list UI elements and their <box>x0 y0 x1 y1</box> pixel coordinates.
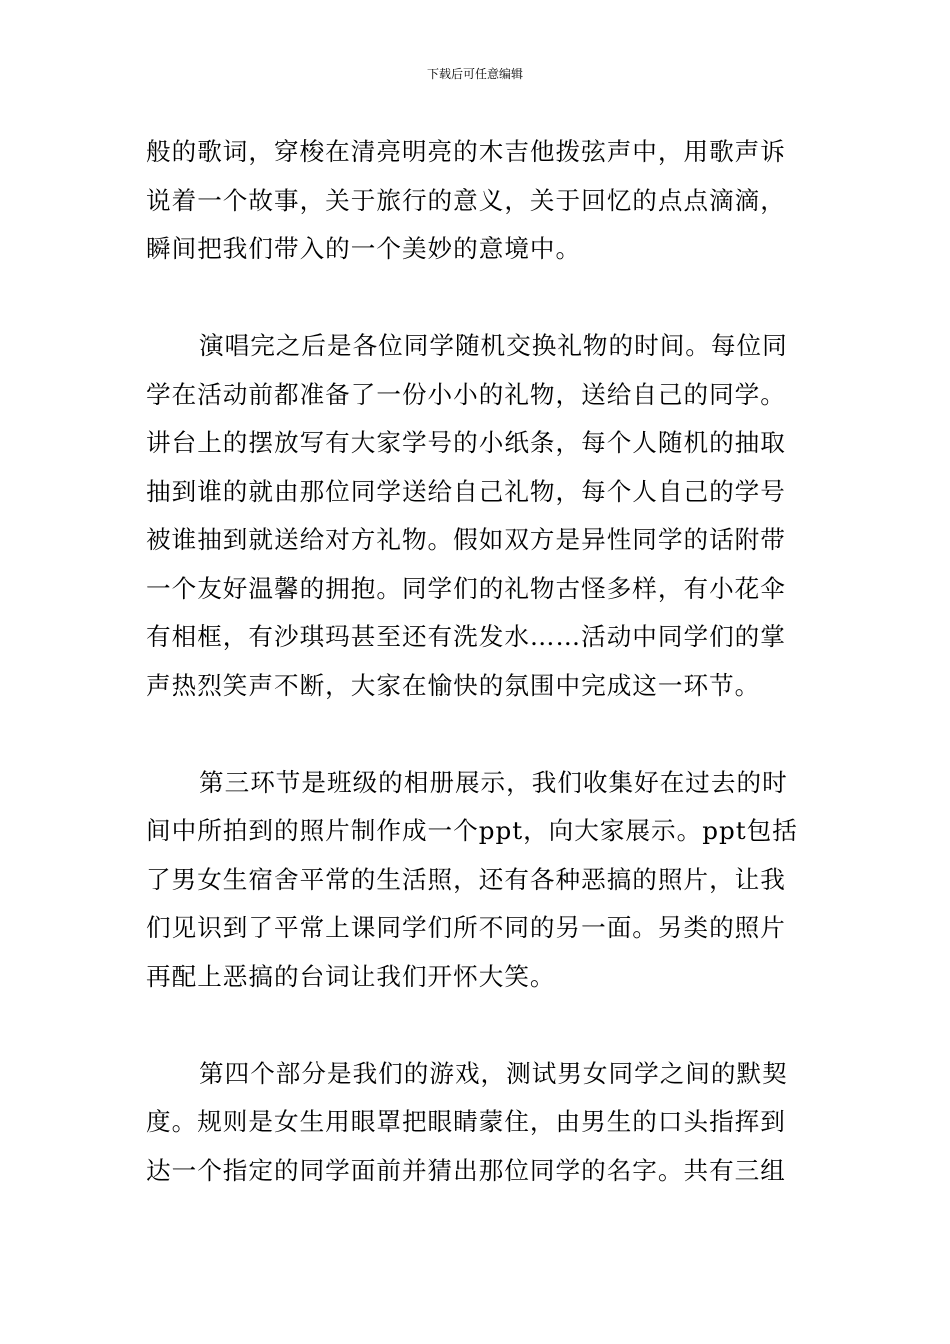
text-line: 再配上恶搞的台词让我们开怀大笑。 <box>146 961 556 991</box>
text-line: 被谁抽到就送给对方礼物。假如双方是异性同学的话附带 <box>146 525 786 554</box>
text-line: 一个友好温馨的拥抱。同学们的礼物古怪多样，有小花伞 <box>146 573 786 603</box>
paragraph-1 <box>146 128 806 274</box>
text-line: 达一个指定的同学面前并猜出那位同学的名字。共有三组 <box>146 1155 786 1185</box>
text-line: 演唱完之后是各位同学随机交换礼物的时间。每位同 <box>199 331 788 360</box>
text-line: 讲台上的摆放写有大家学号的小纸条，每个人随机的抽取 <box>146 428 786 457</box>
paragraph-3 <box>146 759 806 1002</box>
text-line: 第四个部分是我们的游戏，测试男女同学之间的默契 <box>199 1058 788 1088</box>
paragraph-2 <box>146 322 806 710</box>
document-body <box>146 128 806 1195</box>
text-line: 学在活动前都准备了一份小小的礼物，送给自己的同学。 <box>146 379 786 409</box>
text-line: 度。规则是女生用眼罩把眼睛蒙住，由男生的口头指挥到 <box>146 1107 786 1136</box>
page-header: 下载后可任意编辑 <box>426 67 523 81</box>
paragraph-4 <box>146 1050 806 1196</box>
text-line: 说着一个故事，关于旅行的意义，关于回忆的点点滴滴， <box>146 185 786 215</box>
text-line: 间中所拍到的照片制作成一个ppt，向大家展示。ppt包括 <box>146 816 798 845</box>
text-line: 抽到谁的就由那位同学送给自己礼物，每个人自己的学号 <box>146 476 786 506</box>
text-line: 了男女生宿舍平常的生活照，还有各种恶搞的照片，让我 <box>146 864 786 894</box>
text-line: 第三环节是班级的相册展示，我们收集好在过去的时 <box>199 767 788 797</box>
text-line: 们见识到了平常上课同学们所不同的另一面。另类的照片 <box>146 913 786 942</box>
text-line: 般的歌词，穿梭在清亮明亮的木吉他拨弦声中，用歌声诉 <box>146 137 786 166</box>
text-line: 瞬间把我们带入的一个美妙的意境中。 <box>146 234 582 263</box>
text-line: 有相框，有沙琪玛甚至还有洗发水……活动中同学们的掌 <box>146 622 786 651</box>
text-line: 声热烈笑声不断，大家在愉快的氛围中完成这一环节。 <box>146 670 761 700</box>
